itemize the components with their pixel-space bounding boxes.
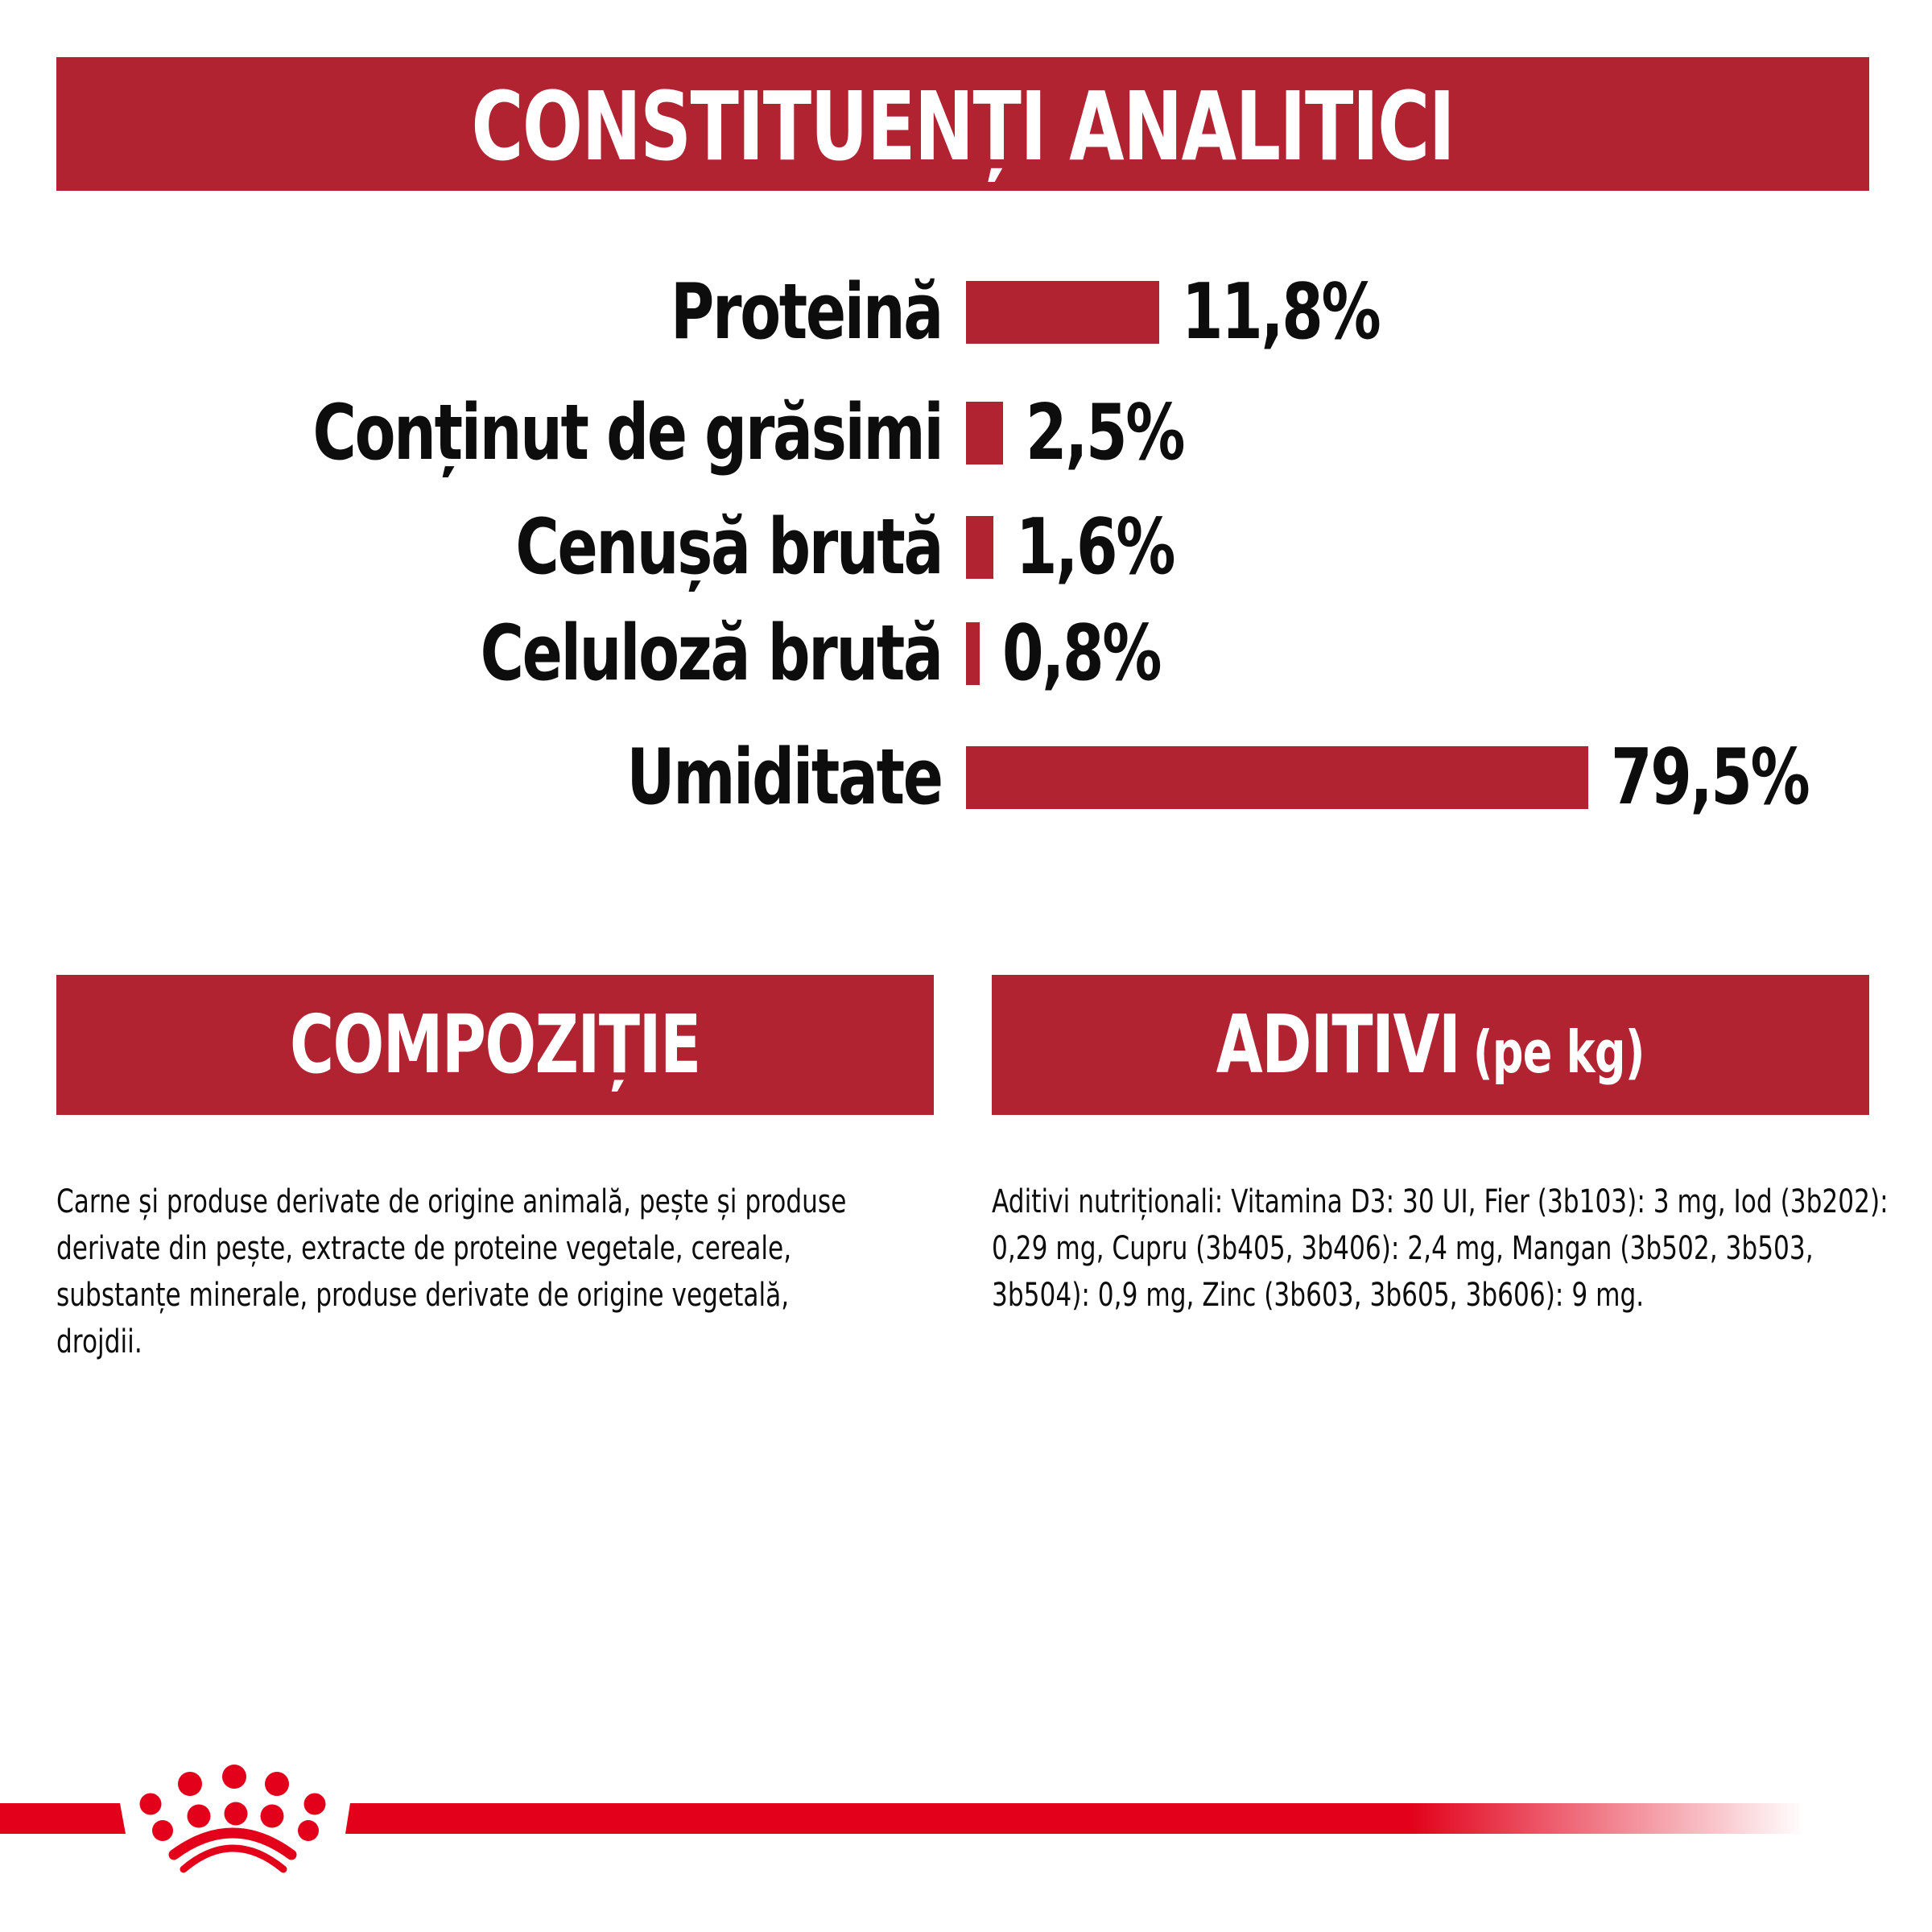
chart-row: [56, 268, 1435, 357]
chart-value-label: 2,5%: [1026, 389, 1184, 477]
chart-category-label: Proteină: [671, 268, 942, 357]
additives-title: ADITIVI (pe kg): [1216, 997, 1645, 1092]
analytical-constituents-banner: [56, 57, 1869, 191]
chart-value-label: 79,5%: [1611, 733, 1809, 822]
chart-row: [56, 503, 1218, 592]
additives-body: Aditivi nutriționali: Vitamina D3: 30 UI, Fier (3b103): 3 mg, Iod (3b202): 0,29 mg, Cupru (3b405, 3b406): 2,4 mg, Mangan (3b502, 3b503, 3b504): 0,9 mg, Zinc (3b603, 3b605, 3b606): 9 mg.: [992, 1183, 1889, 1314]
chart-row: [56, 733, 1864, 822]
composition-banner: [56, 975, 934, 1115]
chart-row: [56, 609, 1204, 698]
additives-title-suffix: (pe kg): [1473, 1018, 1645, 1086]
chart-bar: [966, 746, 1588, 809]
composition-title: COMPOZIȚIE: [290, 997, 700, 1092]
chart-value-label: 11,8%: [1182, 268, 1380, 357]
chart-bar: [966, 516, 993, 579]
chart-value-label: 0,8%: [1002, 609, 1161, 698]
chart-category-label: Umiditate: [626, 733, 942, 822]
chart-category-label: Conținut de grăsimi: [312, 389, 942, 477]
page-title: CONSTITUENȚI ANALITICI: [471, 71, 1455, 182]
brand-stripe-right: [345, 1803, 1932, 1834]
royal-canin-crown-icon: [134, 1760, 335, 1880]
chart-value-label: 1,6%: [1016, 503, 1174, 592]
additives-banner: [992, 975, 1869, 1115]
composition-body: Carne și produse derivate de origine animală, pește și produse derivate din pește, extracte de proteine vegetale, cereale, substanțe minerale, produse derivate de origine vegetală, drojdii.: [56, 1183, 847, 1360]
chart-category-label: Cenușă brută: [515, 503, 942, 592]
chart-bar: [966, 281, 1159, 344]
chart-bar: [966, 622, 980, 685]
brand-stripe-left: [0, 1803, 126, 1834]
chart-row: [56, 389, 1228, 477]
chart-category-label: Celuloză brută: [480, 609, 942, 698]
chart-bar: [966, 402, 1003, 464]
